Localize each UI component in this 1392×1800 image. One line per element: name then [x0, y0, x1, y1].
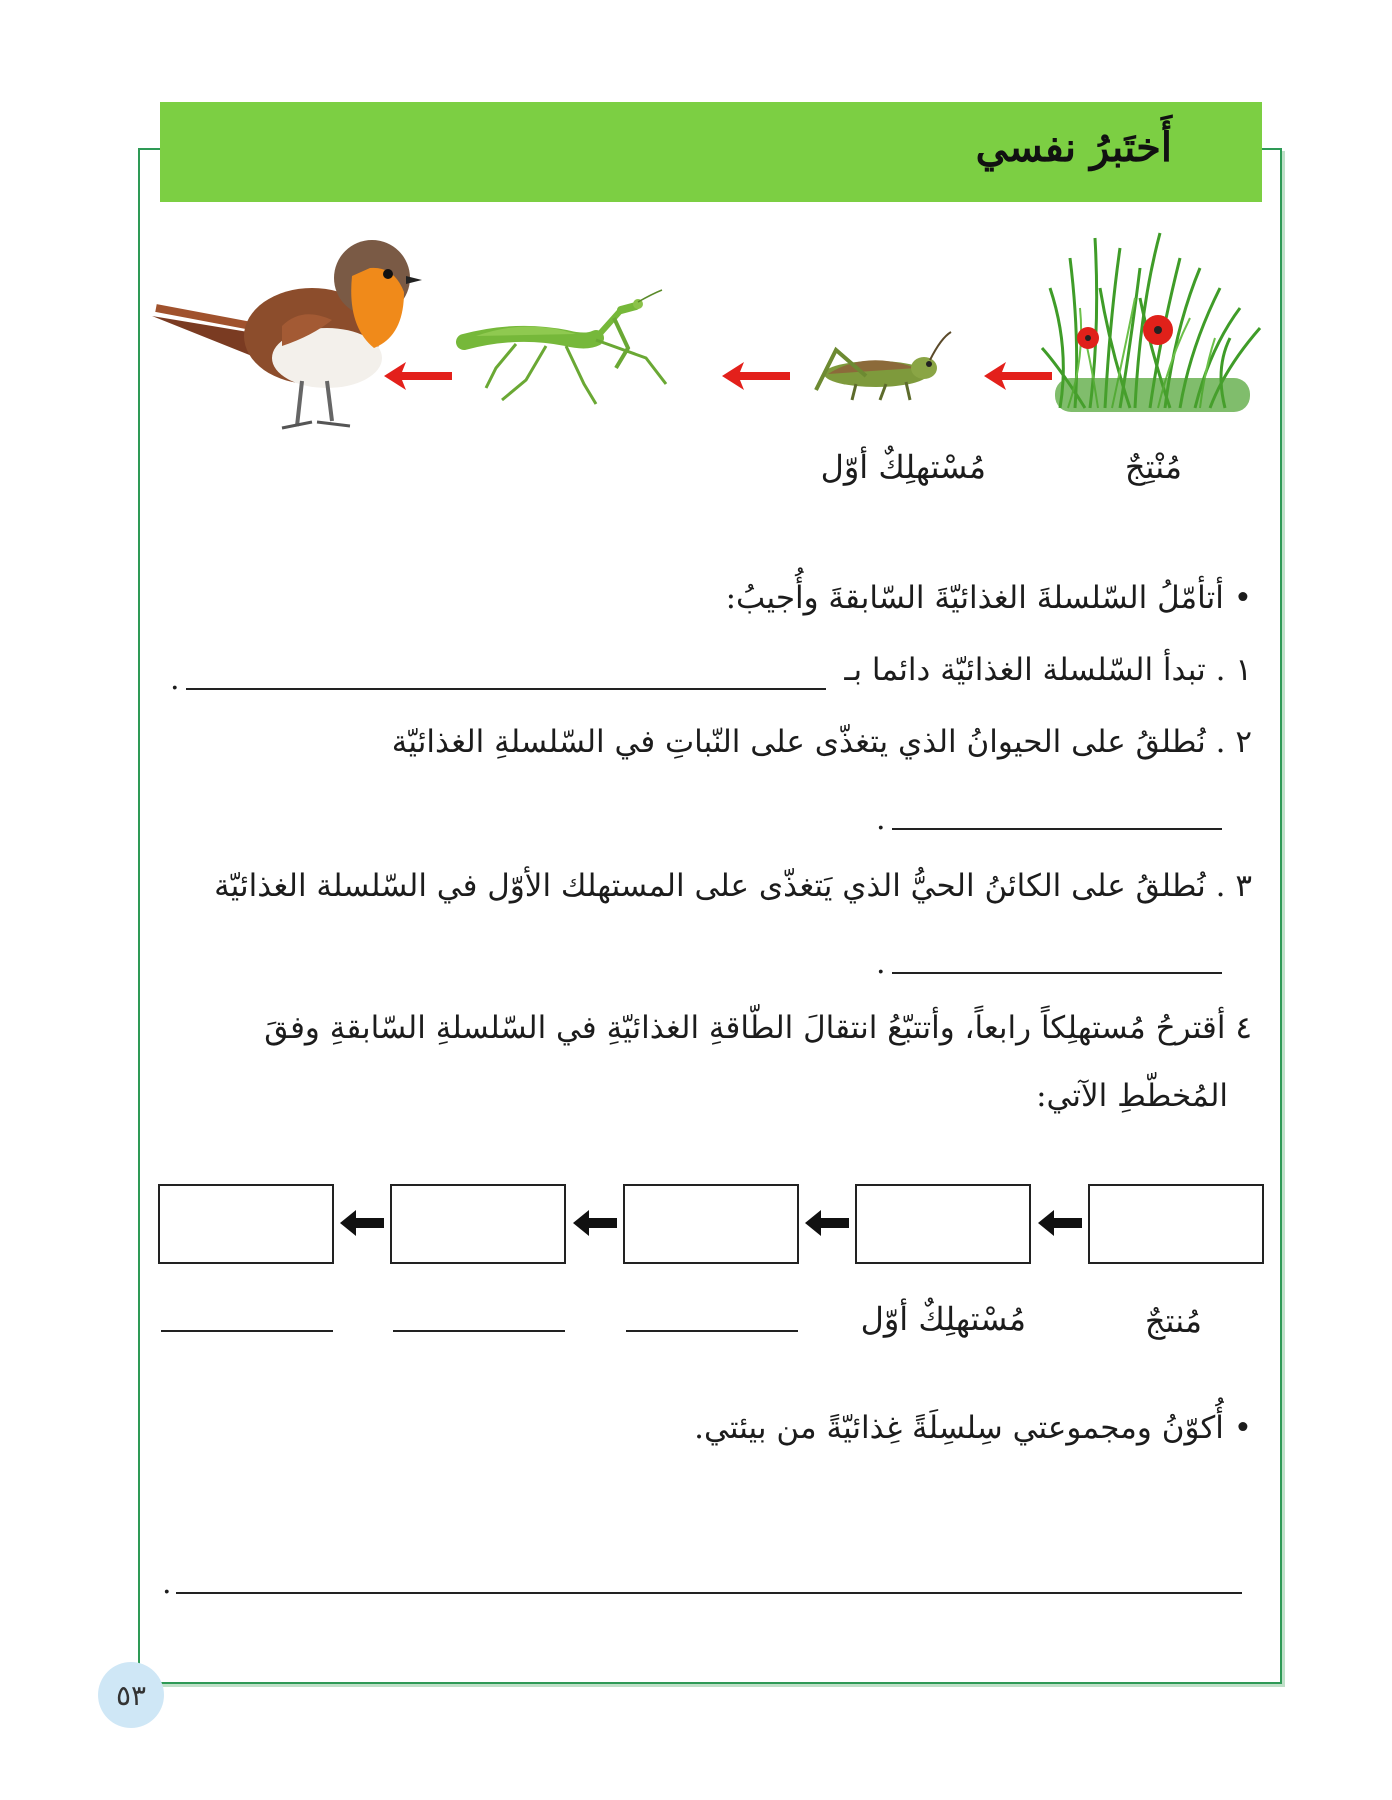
diagram-producer-label: مُنتجٌ: [1144, 1302, 1202, 1340]
question-1: ١ . تبدأ السّلسلة الغذائيّة دائما بـ: [844, 652, 1252, 688]
arrow-left-red-icon: [384, 362, 452, 390]
primary-consumer-label: مُسْتهلِكٌ أوّل: [820, 448, 986, 486]
producer-label: مُنْتِجٌ: [1124, 448, 1182, 486]
page-number-badge: [98, 1662, 164, 1728]
period: .: [170, 662, 180, 697]
answer-line-2[interactable]: [892, 828, 1222, 830]
grass-with-poppies-image: [1040, 228, 1270, 414]
answer-line-3[interactable]: [892, 972, 1222, 974]
chain-box-primary-consumer[interactable]: [855, 1184, 1031, 1264]
diagram-label-line-3[interactable]: [626, 1330, 798, 1332]
diagram-primary-consumer-label: مُسْتهلِكٌ أوّل: [860, 1300, 1026, 1338]
arrow-left-red-icon: [722, 362, 790, 390]
chain-box-secondary-consumer[interactable]: [623, 1184, 799, 1264]
chain-box-tertiary-consumer[interactable]: [390, 1184, 566, 1264]
chain-box-fourth-consumer[interactable]: [158, 1184, 334, 1264]
arrow-left-icon: [573, 1210, 617, 1236]
robin-bird-image: [152, 236, 422, 436]
header-banner: [160, 102, 1262, 202]
praying-mantis-image: [456, 288, 678, 412]
answer-line-1[interactable]: [186, 688, 826, 690]
task-answer-line[interactable]: [176, 1592, 1242, 1594]
question-4: ٤ أقترحُ مُستهلِكاً رابعاً، وأتتبّعُ انتقالَ الطّاقةِ الغذائيّةِ في السّلسلةِ السّابقةِ وفقَ: [264, 1010, 1252, 1046]
diagram-label-line-4[interactable]: [393, 1330, 565, 1332]
questions-intro: • أتأمّلُ السّلسلةَ الغذائيّةَ السّابقةَ وأُجيبُ:: [725, 580, 1252, 616]
period: .: [162, 1566, 172, 1601]
arrow-left-icon: [805, 1210, 849, 1236]
chain-box-producer[interactable]: [1088, 1184, 1264, 1264]
page-number: ٥٣: [115, 1678, 147, 1712]
diagram-label-line-5[interactable]: [161, 1330, 333, 1332]
grasshopper-image: [806, 328, 954, 410]
question-4-continued: المُخطّطِ الآتي:: [1036, 1078, 1228, 1114]
period: .: [876, 802, 886, 837]
question-3: ٣ . نُطلقُ على الكائنُ الحيُّ الذي يَتغذّى على المستهلك الأوّل في السّلسلة الغذائيّة: [214, 868, 1252, 904]
arrow-left-red-icon: [984, 362, 1052, 390]
page-title: أَختَبرُ نفسي: [975, 124, 1172, 171]
arrow-left-icon: [340, 1210, 384, 1236]
question-2: ٢ . نُطلقُ على الحيوانُ الذي يتغذّى على النّباتِ في السّلسلةِ الغذائيّة: [391, 724, 1252, 760]
arrow-left-icon: [1038, 1210, 1082, 1236]
period: .: [876, 946, 886, 981]
group-task-text: • أُكوّنُ ومجموعتي سِلسِلَةً غِذائيّةً من بيئتي.: [694, 1410, 1252, 1446]
